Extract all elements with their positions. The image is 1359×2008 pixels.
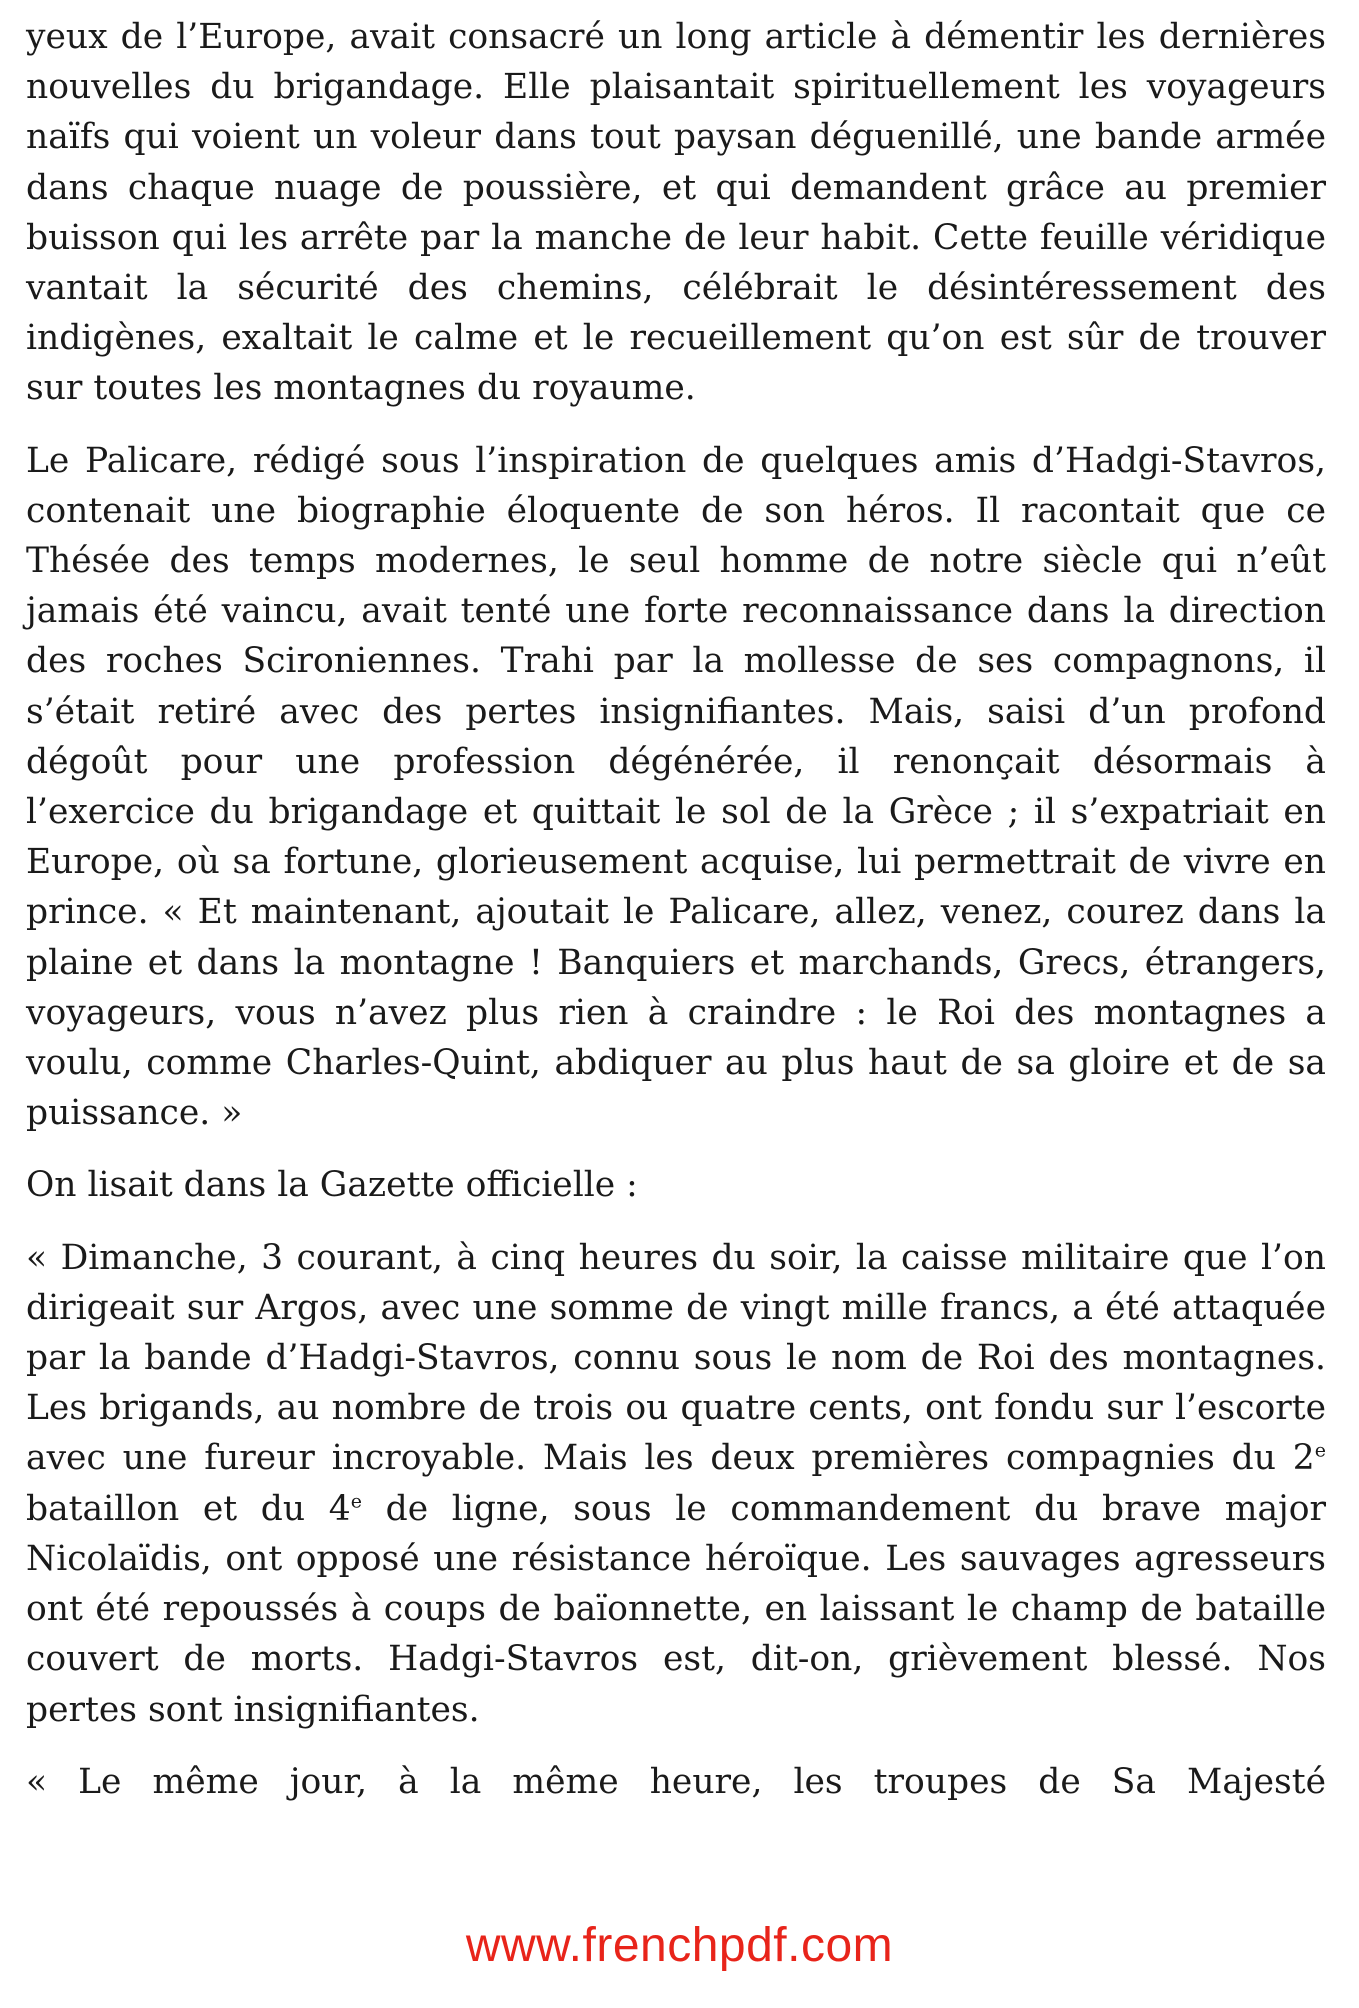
gazette-text-part-1: « Dimanche, 3 courant, à cinq heures du soir, la caisse militaire que l’on dirigeait sur Argos, avec une somme de vingt mille francs, a été attaquée par la bande d’Hadgi-Stavros, connu sous le nom de Roi des montagnes. Les brigands, au nombre de trois ou quatre cents, ont fondu sur l’escorte avec une fureur incroyable. Mais les deux premières compagnies du 2: [26, 1237, 1326, 1479]
ordinal-superscript: e: [350, 1490, 362, 1513]
ordinal-superscript: e: [1314, 1439, 1326, 1462]
footer-website-link[interactable]: www.frenchpdf.com: [465, 1919, 894, 1972]
gazette-text-part-3: de ligne, sous le commandement du brave major Nicolaïdis, ont opposé une résistance héroïque. Les sauvages agresseurs ont été repoussés à coups de baïonnette, en laissant le champ de bataille couvert de morts. Hadgi-Stavros est, dit-on, grièvement blessé. Nos pertes sont insignifiantes.: [26, 1488, 1326, 1730]
paragraph-same-day: « Le même jour, à la même heure, les troupes de Sa Majesté: [26, 1761, 1326, 1802]
paragraph-palicare: Le Palicare, rédigé sous l’inspiration de quelques amis d’Hadgi-Stavros, contenait une biographie éloquente de son héros. Il racontait que ce Thésée des temps modernes, le seul homme de notre siècle qui n’eût jamais été vaincu, avait tenté une forte reconnaissance dans la direction des roches Scironiennes. Trahi par la mollesse de ses compagnons, il s’était retiré avec des pertes insignifiantes. Mais, saisi d’un profond dégoût pour une profession dégénérée, il renonçait désormais à l’exercice du brigandage et quittait le sol de la Grèce ; il s’expatriait en Europe, où sa fortune, glorieusement acquise, lui permettrait de vivre en prince. « Et maintenant, ajoutait le Palicare, allez, venez, courez dans la plaine et dans la montagne ! Banquiers et marchands, Grecs, étrangers, voyageurs, vous n’avez plus rien à craindre : le Roi des montagnes a voulu, comme Charles-Quint, abdiquer au plus haut de sa gloire et de sa puissance. »: [26, 440, 1326, 1134]
paragraph-gazette-intro: On lisait dans la Gazette officielle :: [26, 1165, 638, 1206]
page-body: [26, 12, 1326, 1829]
paragraph-europe-article: yeux de l’Europe, avait consacré un long article à démentir les dernières nouvelles du brigandage. Elle plaisantait spirituellement les voyageurs naïfs qui voient un voleur dans tout paysan déguenillé, une bande armée dans chaque nuage de poussière, et qui demandent grâce au premier buisson qui les arrête par la manche de leur habit. Cette feuille véridique vantait la sécurité des chemins, célébrait le désintéressement des indigènes, exaltait le calme et le recueillement qu’on est sûr de trouver sur toutes les montagnes du royaume.: [26, 17, 1326, 409]
gazette-text-part-2: bataillon et du 4: [26, 1488, 351, 1529]
paragraph-gazette-quote: [26, 1233, 1326, 1735]
